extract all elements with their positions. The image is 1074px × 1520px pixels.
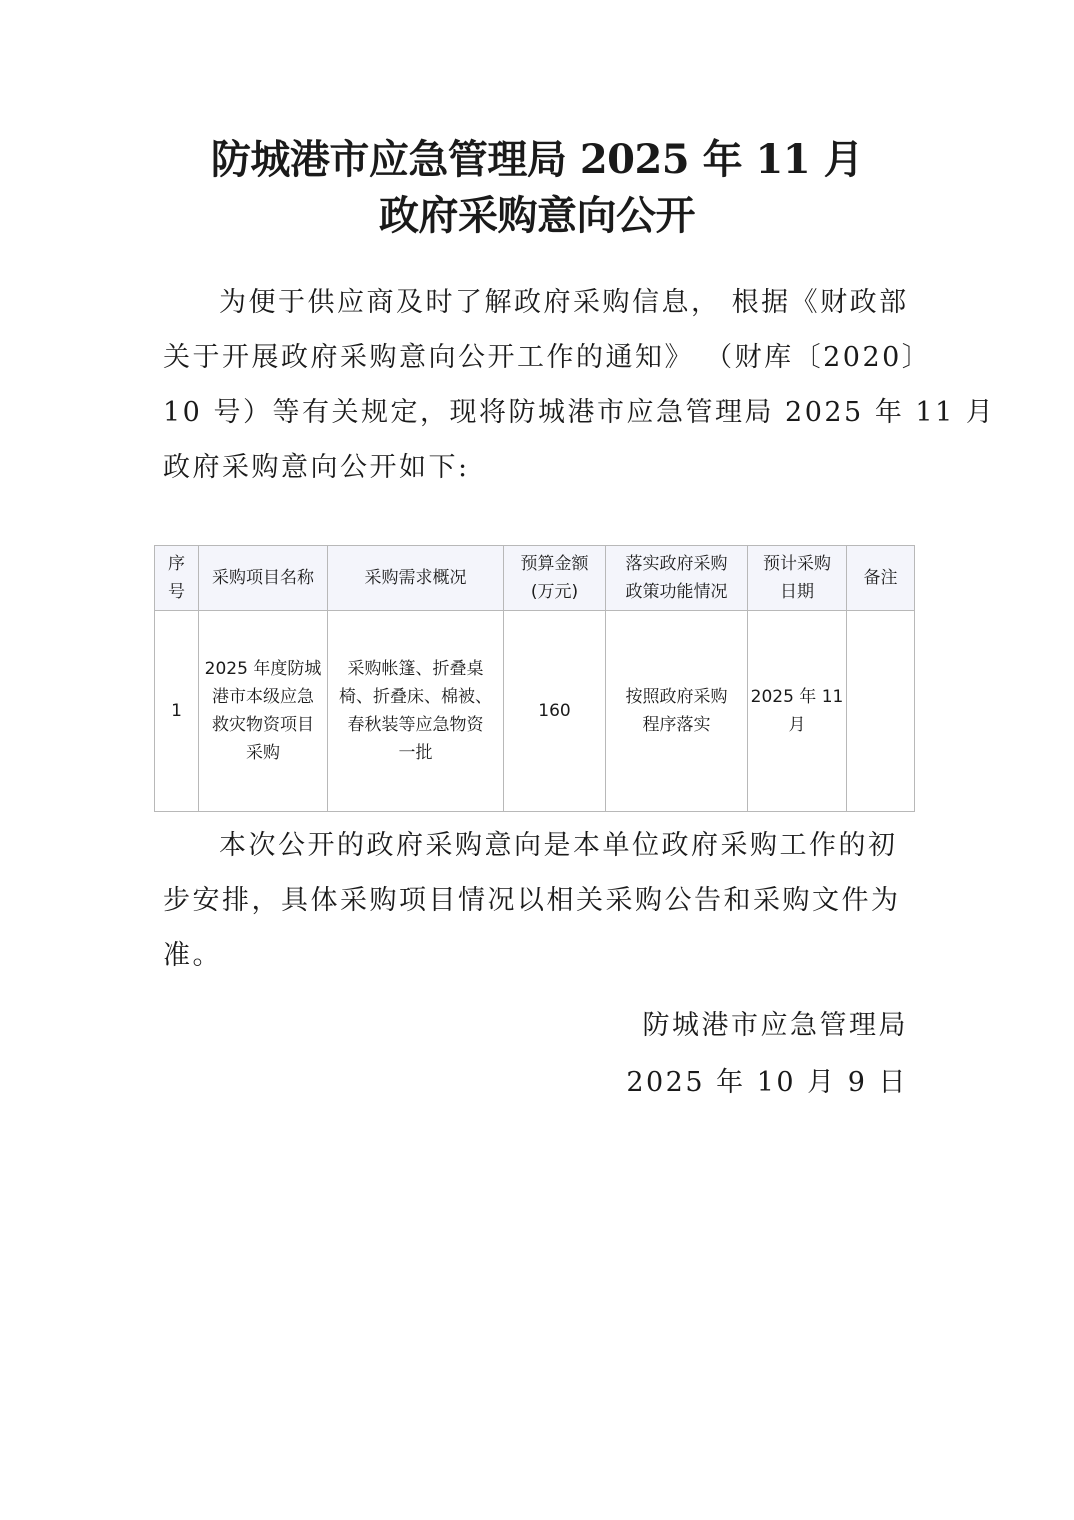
document-title-line-2: 政府采购意向公开 <box>379 192 695 239</box>
cell-project-name: 2025 年度防城 港市本级应急 救灾物资项目 采购 <box>199 611 328 812</box>
header-remarks: 备注 <box>847 546 915 611</box>
header-requirements: 采购需求概况 <box>328 546 504 611</box>
outro-line: 步安排，具体采购项目情况以相关采购公告和采购文件为 <box>163 885 901 916</box>
document-title-line-1: 防城港市应急管理局 2025 年 11 月 <box>210 136 864 183</box>
cell-requirements: 采购帐篷、折叠桌 椅、折叠床、棉被、 春秋装等应急物资 一批 <box>328 611 504 812</box>
outro-line: 本次公开的政府采购意向是本单位政府采购工作的初 <box>219 830 898 861</box>
header-date: 预计采购 日期 <box>748 546 847 611</box>
table-header-row <box>155 546 915 611</box>
procurement-table <box>154 545 915 812</box>
cell-date: 2025 年 11 月 <box>748 611 847 812</box>
header-project-name: 采购项目名称 <box>199 546 328 611</box>
header-index: 序 号 <box>155 546 199 611</box>
header-budget: 预算金额 (万元) <box>504 546 606 611</box>
intro-line: 为便于供应商及时了解政府采购信息， 根据《财政部 <box>219 287 909 318</box>
header-policy: 落实政府采购 政策功能情况 <box>606 546 748 611</box>
cell-budget: 160 <box>504 611 606 812</box>
outro-paragraph <box>163 818 913 983</box>
intro-line: 10 号）等有关规定，现将防城港市应急管理局 2025 年 11 月 <box>163 397 996 428</box>
cell-policy: 按照政府采购 程序落实 <box>606 611 748 812</box>
table-row <box>155 611 915 812</box>
intro-line: 政府采购意向公开如下: <box>163 452 470 483</box>
cell-index: 1 <box>155 611 199 812</box>
intro-paragraph <box>163 275 996 495</box>
signature-organization: 防城港市应急管理局 <box>642 1010 908 1041</box>
signature-date: 2025 年 10 月 9 日 <box>626 1067 908 1098</box>
outro-line: 准。 <box>163 940 222 971</box>
cell-remarks <box>847 611 915 812</box>
intro-line: 关于开展政府采购意向公开工作的通知》 （财库〔2020〕 <box>163 342 932 373</box>
